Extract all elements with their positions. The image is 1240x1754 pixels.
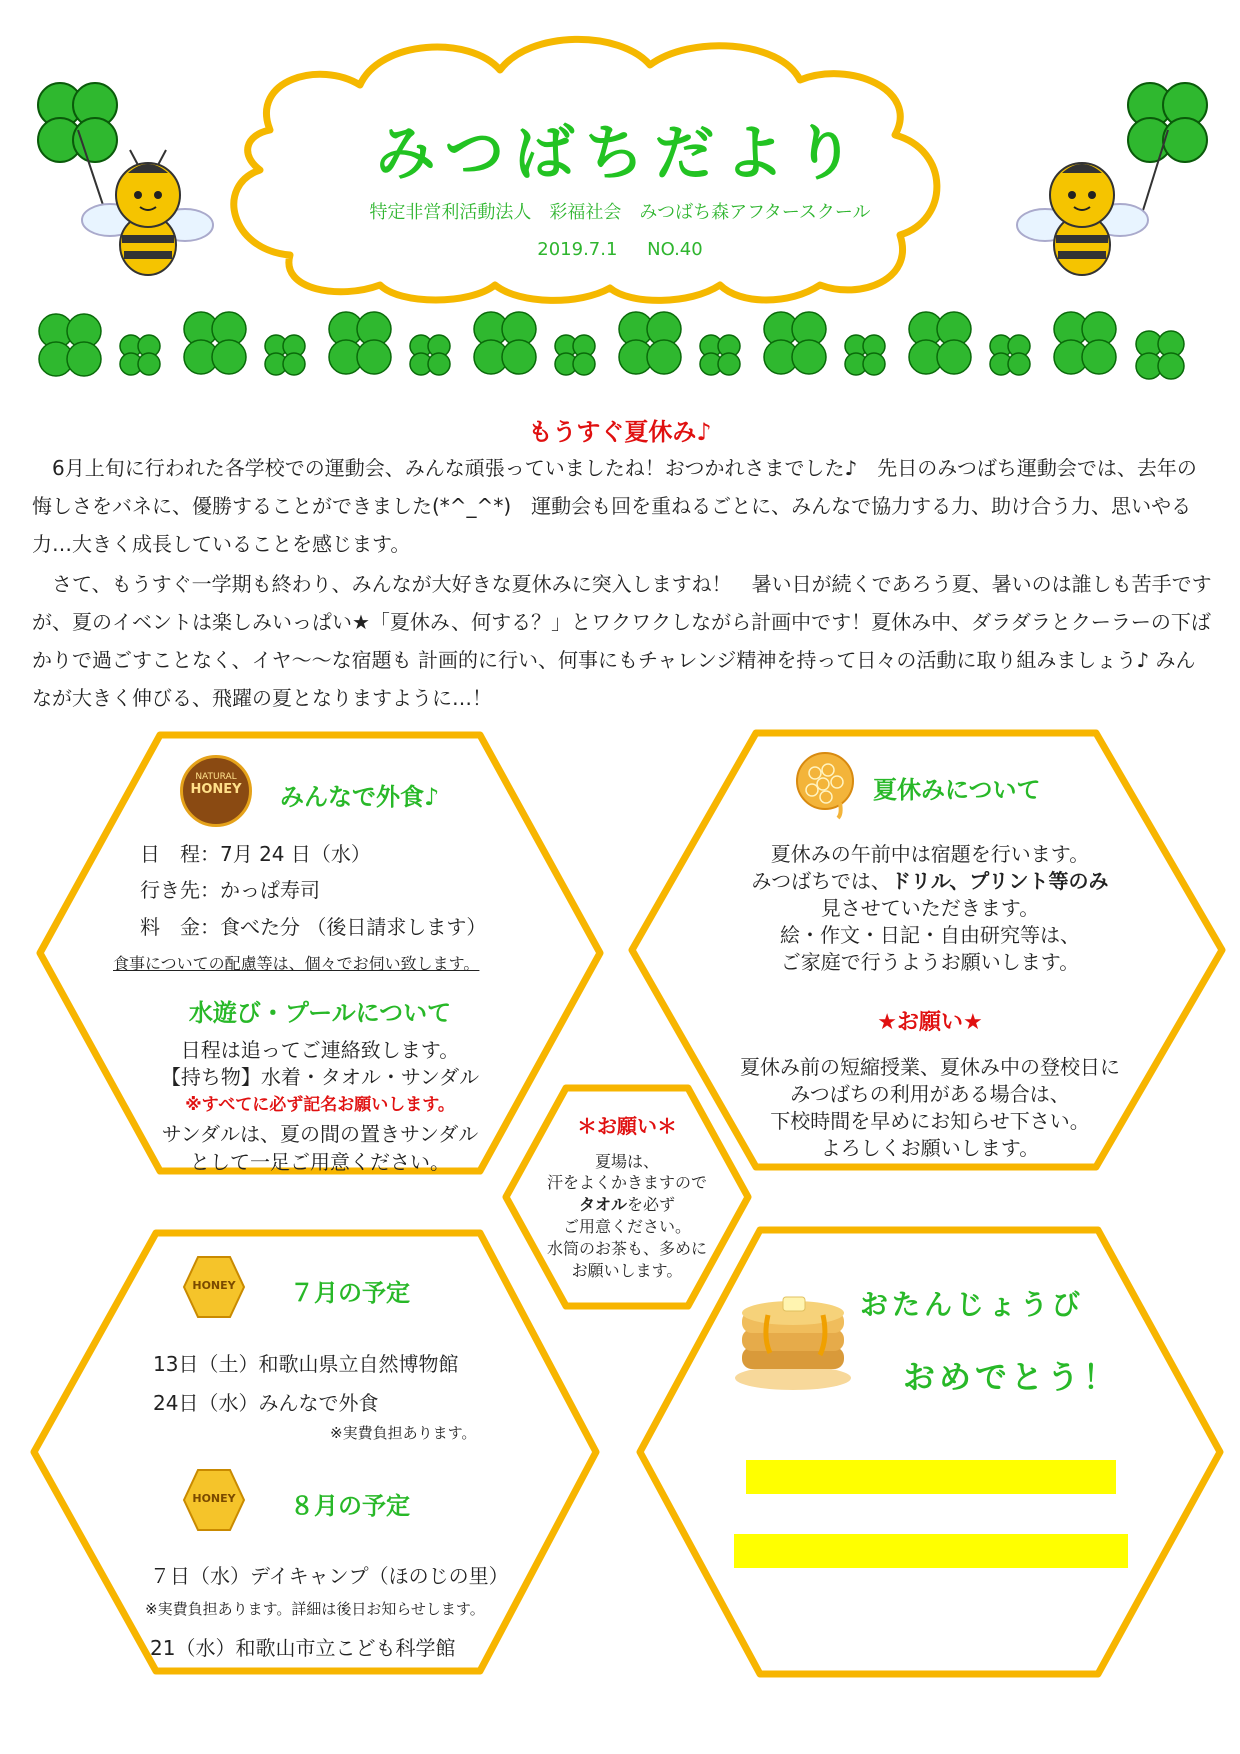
birthday-line-2: おめでとう！ (903, 1358, 1120, 1396)
july-item: 24日（水）みんなで外食 (153, 1391, 379, 1415)
towel-line-3-text: を必ず (627, 1195, 676, 1214)
august-heading: ８月の予定 (290, 1492, 410, 1520)
honey-label-text: HONEY (192, 1279, 236, 1292)
request-line-1: 夏休み前の短縮授業、夏休み中の登校日に (740, 1055, 1120, 1079)
honey-badge-icon (180, 755, 252, 827)
dining-note: 食事についての配慮等は、個々でお伺い致します。 (113, 954, 480, 973)
dining-place: 行き先：かっぱ寿司 (140, 878, 320, 902)
request-heading: ★お願い★ (877, 1010, 983, 1035)
pool-line-4: として一足ご用意ください。 (190, 1150, 450, 1174)
towel-line-5: 水筒のお茶も、多めに (546, 1239, 707, 1258)
july-heading: ７月の予定 (290, 1279, 410, 1307)
issue-date: 2019.7.1 (537, 239, 618, 260)
dining-date: 日 程：7月 24 日（水） (140, 842, 371, 866)
towel-heading: ＊お願い＊ (577, 1114, 677, 1138)
august-item: ７日（水）デイキャンプ（ほのじの里） (150, 1564, 509, 1588)
birthday-name-highlight (746, 1460, 1116, 1494)
august-note: ※実費負担あります。詳細は後日お知らせします。 (145, 1600, 485, 1618)
newsletter-title: みつばちだより (375, 119, 865, 189)
honey-label-icon (182, 1468, 246, 1532)
july-item: 13日（土）和歌山県立自然博物館 (153, 1352, 459, 1376)
intro-paragraph-1: 6月上旬に行われた各学校での運動会、みんな頑張っていましたね！おつかれさまでした♪ 先日のみつばち運動会では、去年の悔しさをバネに、優勝することができました(*^_^*) 運動会も回を重ねるごとに、みんなで協力する力、助け合う力、思いやる力…大きく成長していることを感じます。 (32, 456, 1197, 556)
request-line-3: 下校時間を早めにお知らせ下さい。 (770, 1109, 1090, 1133)
dining-fee: 料 金：食べた分 （後日請求します） (140, 915, 487, 939)
towel-line-1: 夏場は、 (594, 1152, 659, 1171)
birthday-line-1: おたんじょうび (860, 1288, 1085, 1321)
summer-line-2-text: みつばちでは、 (751, 869, 891, 893)
honeycomb-icon (790, 748, 860, 818)
birthday-name-highlight (734, 1534, 1128, 1568)
pool-warning: ※すべてに必ず記名お願いします。 (185, 1095, 455, 1115)
intro-heading: もうすぐ夏休み♪ (528, 418, 712, 446)
summer-line-4: 絵・作文・日記・自由研究等は、 (780, 923, 1080, 947)
honey-label-text: HONEY (192, 1492, 236, 1505)
summer-line-5: ご家庭で行うようお願いします。 (780, 950, 1080, 974)
honey-badge-label: HONEY (190, 782, 242, 797)
issue-number: NO.40 (647, 239, 703, 260)
pool-line-2: 【持ち物】水着・タオル・サンダル (160, 1065, 480, 1089)
honey-badge-top: NATURAL (195, 772, 237, 782)
summer-heading: 夏休みについて (873, 776, 1041, 804)
towel-line-2: 汗をよくかきますので (546, 1173, 707, 1192)
august-item: 21（水）和歌山市立こども科学館 (150, 1636, 456, 1660)
summer-line-2 (680, 865, 1180, 894)
towel-line-3 (530, 1192, 724, 1215)
towel-line-4: ご用意ください。 (562, 1217, 691, 1236)
summer-line-3: 見させていただきます。 (820, 896, 1040, 920)
summer-line-2-bold: ドリル、プリント等のみ (890, 869, 1109, 893)
pool-heading: 水遊び・プールについて (188, 999, 452, 1027)
dining-heading: みんなで外食♪ (280, 783, 440, 811)
request-line-2: みつばちの利用がある場合は、 (790, 1082, 1070, 1106)
honey-label-icon (182, 1255, 246, 1319)
intro-paragraph-2: さて、もうすぐ一学期も終わり、みんなが大好きな夏休みに突入しますね！ 暑い日が続くであろう夏、暑いのは誰しも苦手ですが、夏のイベントは楽しみいっぱい★「夏休み、何する？」とワクワクしながら計画中です！夏休み中、ダラダラとクーラーの下ばかりで過ごすことなく、イヤ～～な宿題も 計画的に行い、何事にもチャレンジ精神を持って日々の活動に取り組みましょう♪ みんなが大きく伸びる、飛躍の夏となりますように…！ (32, 572, 1212, 710)
pancake-icon (728, 1283, 858, 1393)
towel-line-3-bold: タオル (578, 1195, 627, 1214)
request-line-4: よろしくお願いします。 (820, 1136, 1040, 1160)
pool-line-3: サンダルは、夏の間の置きサンダル (161, 1122, 479, 1146)
july-note: ※実費負担あります。 (330, 1424, 477, 1442)
organization-name: 特定非営利活動法人 彩福社会 みつばち森アフタースクール (369, 202, 871, 223)
summer-line-1: 夏休みの午前中は宿題を行います。 (770, 842, 1090, 866)
pool-line-1: 日程は追ってご連絡致します。 (180, 1038, 460, 1062)
towel-line-6: お願いします。 (571, 1261, 683, 1280)
